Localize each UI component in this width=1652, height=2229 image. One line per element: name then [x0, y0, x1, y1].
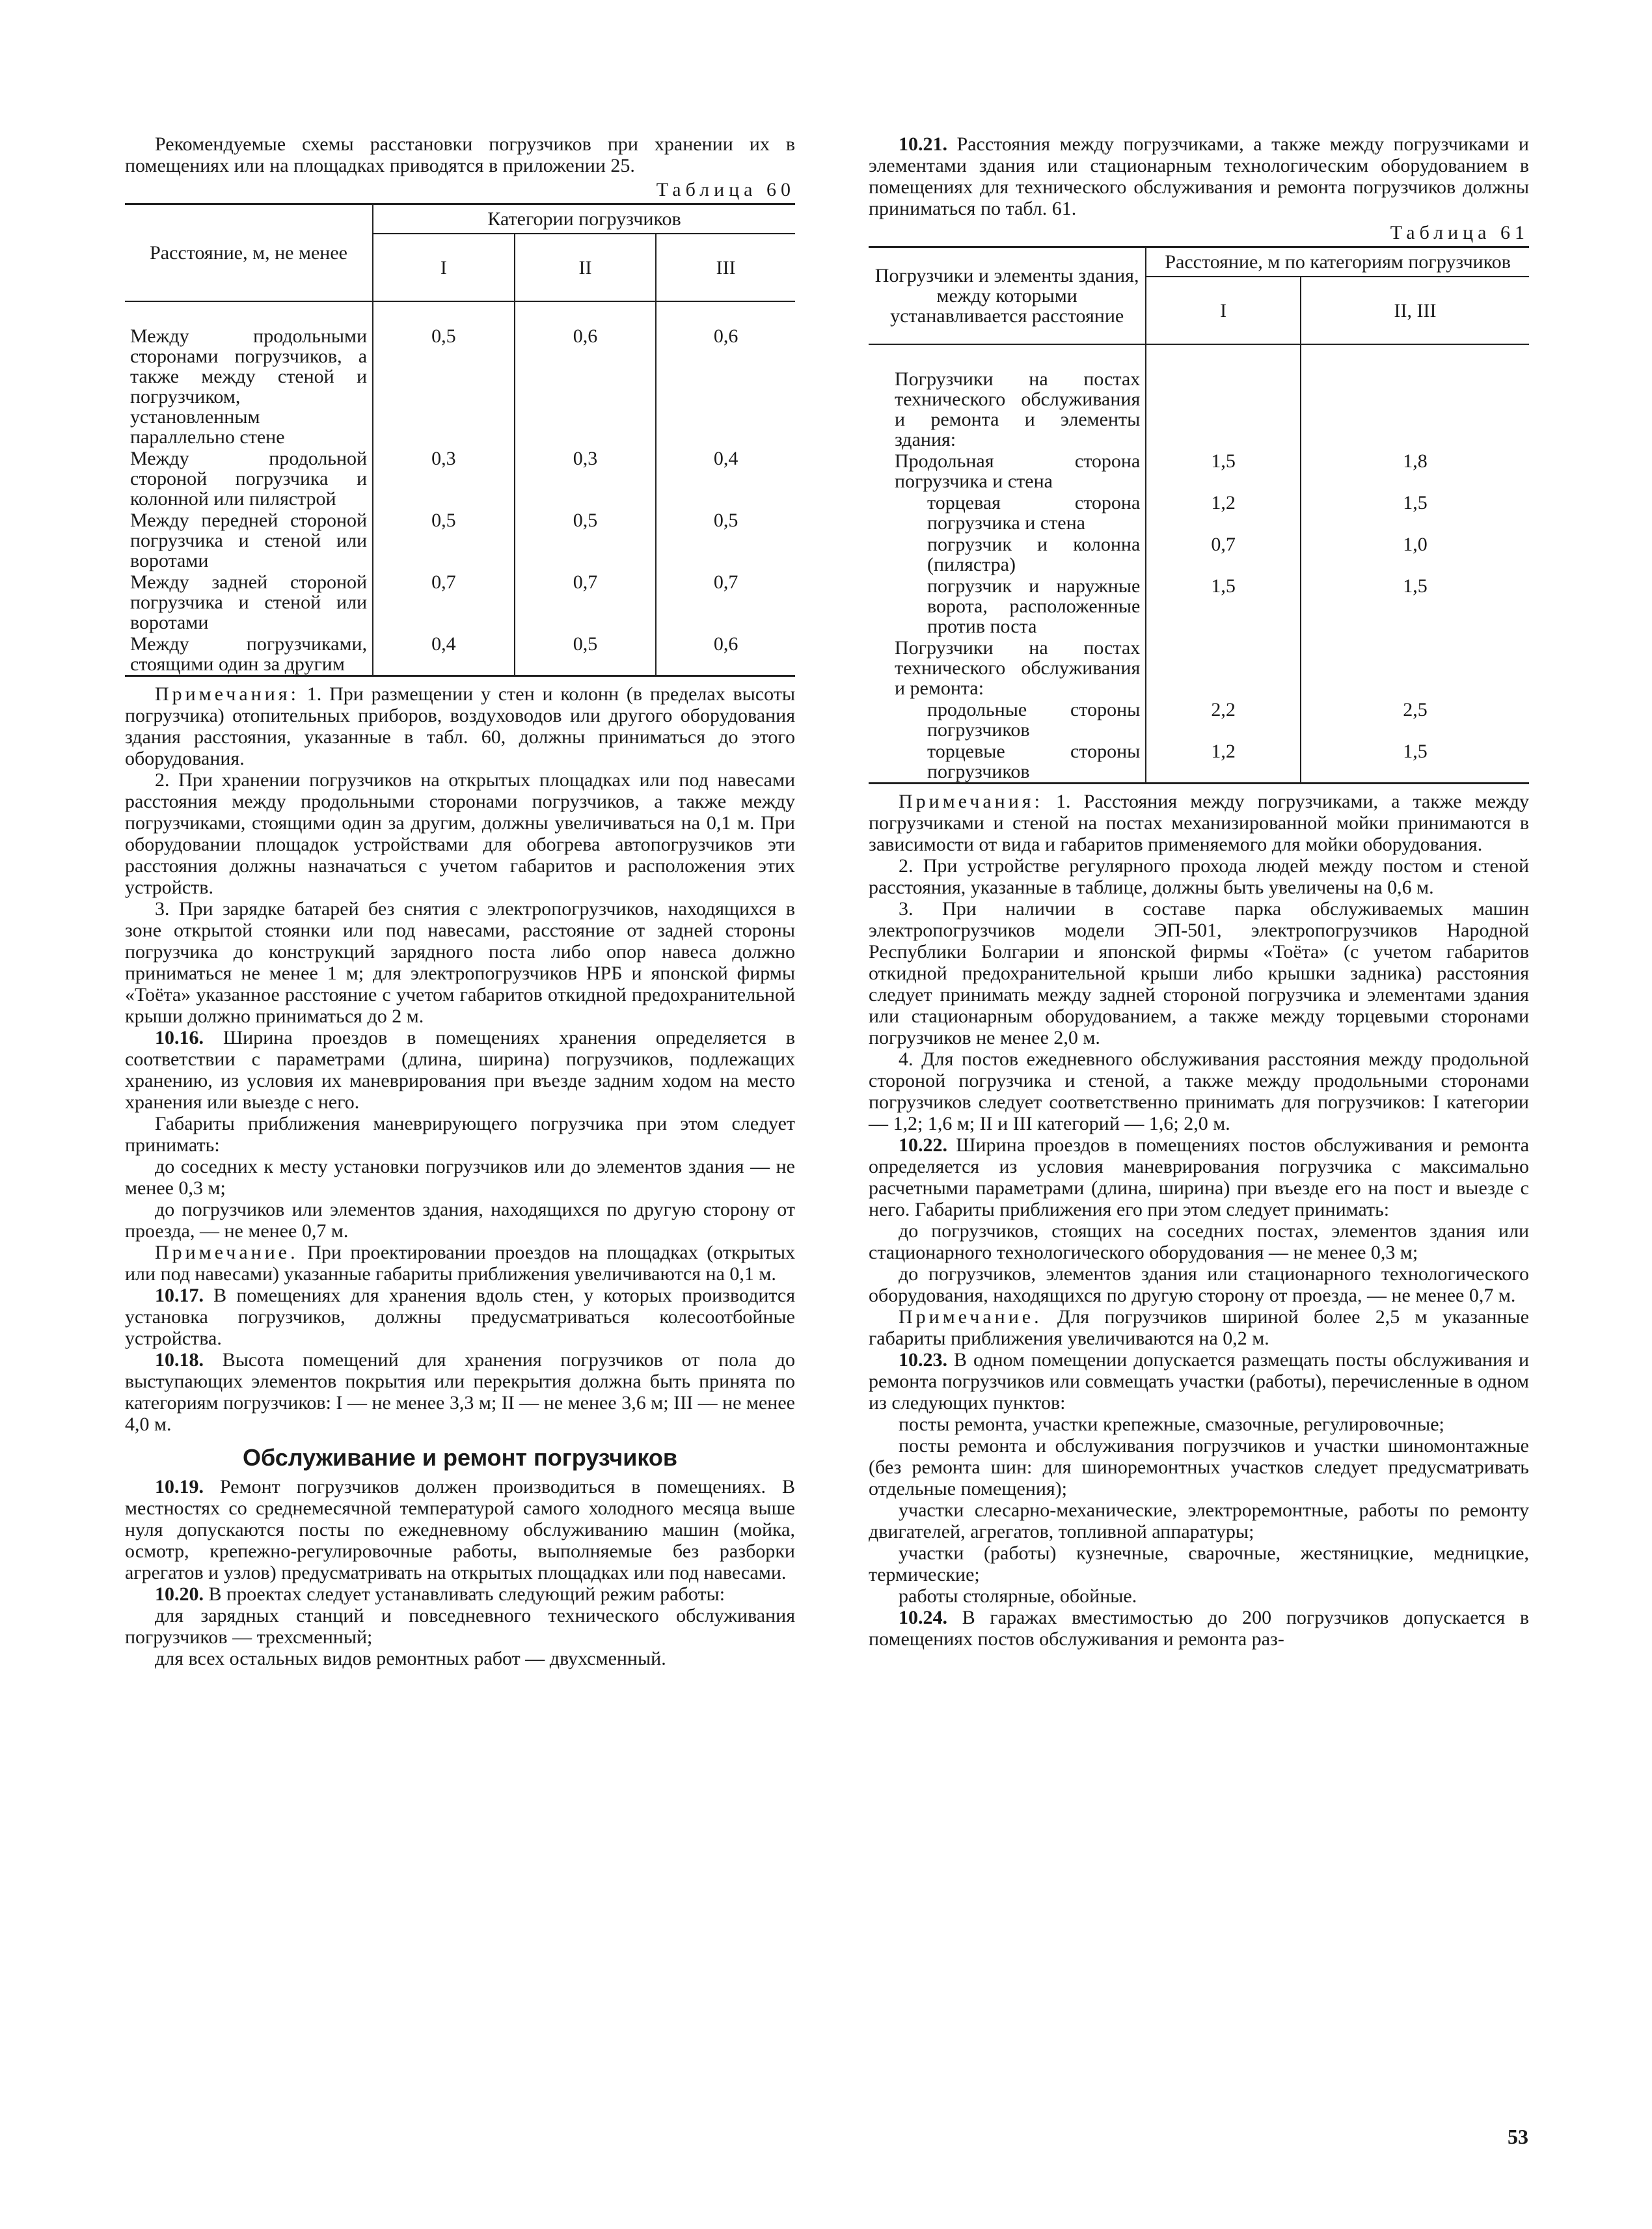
cell-value: 0,4	[656, 448, 795, 510]
table-61-cat-header: I	[1146, 277, 1301, 344]
table-60-col-header: Расстояние, м, не менее	[150, 242, 347, 264]
list-item: до погрузчиков, элементов здания или стационарного технологического оборудования, находящихся по другую сторону от проезда, — не менее 0,7 м.	[869, 1263, 1529, 1306]
clause-text: Ширина проездов в помещениях постов обслуживания и ремонта определяется из условия маневрирования погрузчика с максимально расчетными параметрами (длина, ширина) при въезде его на пост и выезде с него. Габариты приближения его при этом следует принимать:	[869, 1134, 1530, 1220]
right-column	[869, 133, 1529, 1650]
note-paragraph: 4. Для постов ежедневного обслуживания расстояния между продольной стороной погрузчика и стеной, а также между продольными сторонами погрузчиков следует соответственно принимать для погрузчиков: I категории — 1,2; 1,6 м; II и III категорий — 1,6; 2,0 м.	[869, 1048, 1529, 1134]
table-61	[869, 246, 1529, 784]
cell-value: 2,2	[1146, 699, 1301, 741]
page-number: 53	[1508, 2125, 1528, 2148]
clause-number: 10.16.	[155, 1027, 204, 1048]
list-item: посты ремонта, участки крепежные, смазочные, регулировочные;	[899, 1414, 1444, 1435]
clause-text: В проектах следует устанавливать следующий режим работы:	[208, 1583, 725, 1605]
cell-value: 1,2	[1146, 741, 1301, 784]
table-60-group-header: Категории погрузчиков	[373, 204, 795, 234]
table-60-cat-header: II	[515, 234, 657, 301]
clause-10-24	[869, 1607, 1529, 1650]
section-label: Погрузчики на постах технического обслуживания и ремонта:	[895, 637, 1141, 699]
note-paragraph: 2. При хранении погрузчиков на открытых площадках или под навесами расстояния между продольными сторонами погрузчиков, а также между погрузчиками, стоящими один за другим, должны увеличиваться на 0,1 м. При оборудовании площадок устройствами для обогрева автопогрузчиков эти расстояния должны назначаться с учетом габаритов и расположения этих устройств.	[125, 769, 795, 898]
notes-label: Примечания:	[155, 683, 299, 705]
list-item: до соседних к месту установки погрузчиков или до элементов здания — не менее 0,3 м;	[125, 1156, 795, 1199]
table-section-row	[869, 637, 1529, 699]
cell-value: 1,5	[1146, 575, 1301, 637]
row-label: Между продольными сторонами погрузчиков, а также между стеной и погрузчиком, установленным параллельно стене	[130, 325, 368, 448]
table-60-cat-header: III	[656, 234, 795, 301]
list-item: для зарядных станций и повседневного технического обслуживания погрузчиков — трехсменный;	[125, 1605, 795, 1648]
paragraph: Габариты приближения маневрирующего погрузчика при этом следует принимать:	[125, 1113, 795, 1156]
note-text: 1. При размещении у стен и колонн (в пределах высоты погрузчика) отопительных приборов, воздуховодов или другого оборудования здания расстояния, указанные в табл. 60, должны приниматься до этого оборудования.	[125, 683, 796, 769]
note-label: Примечание.	[155, 1242, 299, 1263]
clause-number: 10.17.	[155, 1285, 204, 1306]
cell-value: 1,5	[1301, 741, 1529, 784]
cell-value: 0,7	[656, 571, 795, 633]
row-label: Между передней стороной погрузчика и стеной или воротами	[130, 510, 368, 571]
table-row	[869, 575, 1529, 637]
cell-value: 1,8	[1301, 450, 1529, 492]
table-row	[125, 633, 795, 676]
cell-value: 0,6	[656, 633, 795, 676]
cell-value: 0,3	[515, 448, 657, 510]
clause-text: Ремонт погрузчиков должен производиться в помещениях. В местностях со среднемесячной температурой самого холодного месяца выше нуля допускаются посты по ежедневному обслуживанию машин (мойка, осмотр, крепежно-регулировочные работы, выполняемые без разборки агрегатов и узлов) предусматривать на открытых площадках или под навесами.	[125, 1476, 795, 1583]
clause-number: 10.23.	[899, 1349, 947, 1371]
row-label: торцевая сторона погрузчика и стена	[927, 492, 1141, 534]
clause-text: В одном помещении допускается размещать посты обслуживания и ремонта погрузчиков или совмещать участки (работы), перечисленные в одном из следующих пунктов:	[869, 1349, 1530, 1414]
clause-10-20	[125, 1583, 795, 1605]
cell-value: 0,5	[515, 633, 657, 676]
cell-value: 1,5	[1146, 450, 1301, 492]
row-label: торцевые стороны погрузчиков	[927, 741, 1141, 782]
table-row	[869, 699, 1529, 741]
clause-text: Высота помещений для хранения погрузчиков от пола до выступающих элементов покрытия или перекрытия должна быть принята по категориям погрузчиков: I — не менее 3,3 м; II — не менее 3,6 м; III — не менее 4,0 м.	[125, 1349, 795, 1435]
clause-text: Расстояния между погрузчиками, а также между погрузчиками и элементами здания или стационарным технологическим оборудованием в помещениях для технического обслуживания и ремонта погрузчиков должны приниматься по табл. 61.	[869, 133, 1529, 219]
note-text: 1. Расстояния между погрузчиками, а также между погрузчиками и стеной на постах механизированной мойки принимаются в зависимости от вида и габаритов применяемого для мойки оборудования.	[869, 791, 1529, 855]
cell-value: 1,2	[1146, 492, 1301, 534]
note-paragraph: 2. При устройстве регулярного прохода людей между постом и стеной расстояния, указанные в таблице, должны быть увеличены на 0,6 м.	[869, 855, 1529, 898]
section-heading: Обслуживание и ремонт погрузчиков	[242, 1444, 678, 1471]
row-label: Продольная сторона погрузчика и стена	[895, 450, 1141, 492]
clause-text: В гаражах вместимостью до 200 погрузчиков допускается в помещениях постов обслуживания и ремонта раз-	[869, 1607, 1529, 1650]
notes-label: Примечания:	[899, 791, 1043, 812]
table-row	[869, 534, 1529, 575]
cell-value: 1,5	[1301, 492, 1529, 534]
note-paragraph	[869, 791, 1529, 855]
table-row	[869, 741, 1529, 784]
cell-value: 0,7	[373, 571, 515, 633]
list-item: участки слесарно-механические, электроремонтные, работы по ремонту двигателей, агрегатов, топливной аппаратуры;	[869, 1499, 1529, 1542]
table-61-col-header: Погрузчики и элементы здания, между которыми устанавливается расстояние	[874, 265, 1139, 327]
table-61-group-header: Расстояние, м по категориям погрузчиков	[1146, 247, 1529, 277]
clause-number: 10.19.	[155, 1476, 204, 1497]
table-60-caption: Таблица 60	[656, 179, 795, 200]
clause-number: 10.20.	[155, 1583, 204, 1605]
cell-value: 0,5	[373, 325, 515, 448]
note-paragraph	[125, 1242, 795, 1285]
clause-number: 10.21.	[899, 133, 947, 155]
table-61-cat-header: II, III	[1301, 277, 1529, 344]
row-label: погрузчик и колонна (пилястра)	[927, 534, 1141, 575]
row-label: Между продольной стороной погрузчика и колонной или пилястрой	[130, 448, 368, 510]
list-item: работы столярные, обойные.	[899, 1585, 1137, 1607]
cell-value: 1,0	[1301, 534, 1529, 575]
note-paragraph: 3. При наличии в составе парка обслуживаемых машин электропогрузчиков модели ЭП-501, электропогрузчиков Народной Республики Болгарии и японской фирмы «Тоёта» (с учетом габаритов откидной предохранительной крыши либо крышки задника) расстояния следует принимать между задней стороной погрузчика и элементами здания или стационарным оборудованием, а также между торцевыми сторонами погрузчиков не менее 2,0 м.	[869, 898, 1529, 1048]
clause-10-22	[869, 1134, 1529, 1220]
cell-value: 0,3	[373, 448, 515, 510]
clause-10-17	[125, 1285, 795, 1349]
section-label: Погрузчики на постах технического обслуживания и ремонта и элементы здания:	[895, 368, 1141, 450]
row-label: Между погрузчиками, стоящими один за другим	[130, 633, 368, 675]
clause-text: В помещениях для хранения вдоль стен, у которых производится установка погрузчиков, должны предусматриваться колесоотбойные устройства.	[125, 1285, 795, 1349]
row-label: продольные стороны погрузчиков	[927, 699, 1141, 741]
clause-10-16	[125, 1027, 795, 1113]
list-item: для всех остальных видов ремонтных работ — двухсменный.	[155, 1648, 666, 1669]
table-row	[869, 450, 1529, 492]
table-61-caption: Таблица 61	[1390, 222, 1529, 243]
clause-10-21	[869, 133, 1529, 219]
note-paragraph: 3. При зарядке батарей без снятия с электропогрузчиков, находящихся в зоне открытой стоянки или под навесами, расстояние от задней стороны погрузчика до конструкций зарядного поста либо опор навеса должно приниматься не менее 1 м; для электропогрузчиков НРБ и японской фирмы «Тоёта» указанное расстояние с учетом габаритов откидной предохранительной крыши должно приниматься до 2 м.	[125, 898, 795, 1027]
cell-value: 2,5	[1301, 699, 1529, 741]
table-row	[869, 492, 1529, 534]
table-row	[125, 510, 795, 571]
note-paragraph	[869, 1306, 1529, 1349]
table-row	[125, 448, 795, 510]
table-row	[125, 325, 795, 448]
cell-value: 0,7	[1146, 534, 1301, 575]
note-paragraph	[125, 683, 795, 769]
clause-10-18	[125, 1349, 795, 1435]
cell-value: 0,7	[515, 571, 657, 633]
cell-value: 0,6	[515, 325, 657, 448]
list-item: посты ремонта и обслуживания погрузчиков и участки шиномонтажные (без ремонта шин: для шиноремонтных участков следует предусматривать отдельные помещения);	[869, 1435, 1529, 1499]
note-text: Для погрузчиков шириной более 2,5 м указанные габариты приближения увеличиваются на 0,2 м.	[869, 1306, 1530, 1349]
table-row	[125, 571, 795, 633]
table-60	[125, 203, 795, 677]
clause-text: Ширина проездов в помещениях хранения определяется в соответствии с параметрами (длина, ширина) погрузчиков, подлежащих хранению, из условия их маневрирования при въезде задним ходом на место хранения или выезде с него.	[125, 1027, 796, 1113]
cell-value: 0,4	[373, 633, 515, 676]
row-label: погрузчик и наружные ворота, расположенные против поста	[927, 575, 1141, 637]
intro-paragraph: Рекомендуемые схемы расстановки погрузчиков при хранении их в помещениях или на площадках приводятся в приложении 25.	[125, 133, 795, 176]
cell-value: 1,5	[1301, 575, 1529, 637]
clause-number: 10.24.	[899, 1607, 947, 1628]
clause-number: 10.18.	[155, 1349, 204, 1371]
list-item: до погрузчиков, стоящих на соседних постах, элементов здания или стационарного технологического оборудования — не менее 0,3 м;	[869, 1220, 1529, 1263]
left-column	[125, 133, 795, 1669]
note-text: При проектировании проездов на площадках (открытых или под навесами) указанные габариты приближения увеличиваются на 0,1 м.	[125, 1242, 795, 1285]
list-item: участки (работы) кузнечные, сварочные, жестяницкие, медницкие, термические;	[869, 1542, 1529, 1585]
table-60-cat-header: I	[373, 234, 515, 301]
cell-value: 0,5	[373, 510, 515, 571]
clause-10-19	[125, 1476, 795, 1583]
table-section-row	[869, 368, 1529, 450]
cell-value: 0,5	[515, 510, 657, 571]
list-item: до погрузчиков или элементов здания, находящихся по другую сторону от проезда, — не менее 0,7 м.	[125, 1199, 795, 1242]
row-label: Между задней стороной погрузчика и стеной или воротами	[130, 571, 368, 633]
cell-value: 0,6	[656, 325, 795, 448]
clause-10-23	[869, 1349, 1529, 1414]
cell-value: 0,5	[656, 510, 795, 571]
clause-number: 10.22.	[899, 1134, 947, 1156]
note-label: Примечание.	[899, 1306, 1042, 1328]
